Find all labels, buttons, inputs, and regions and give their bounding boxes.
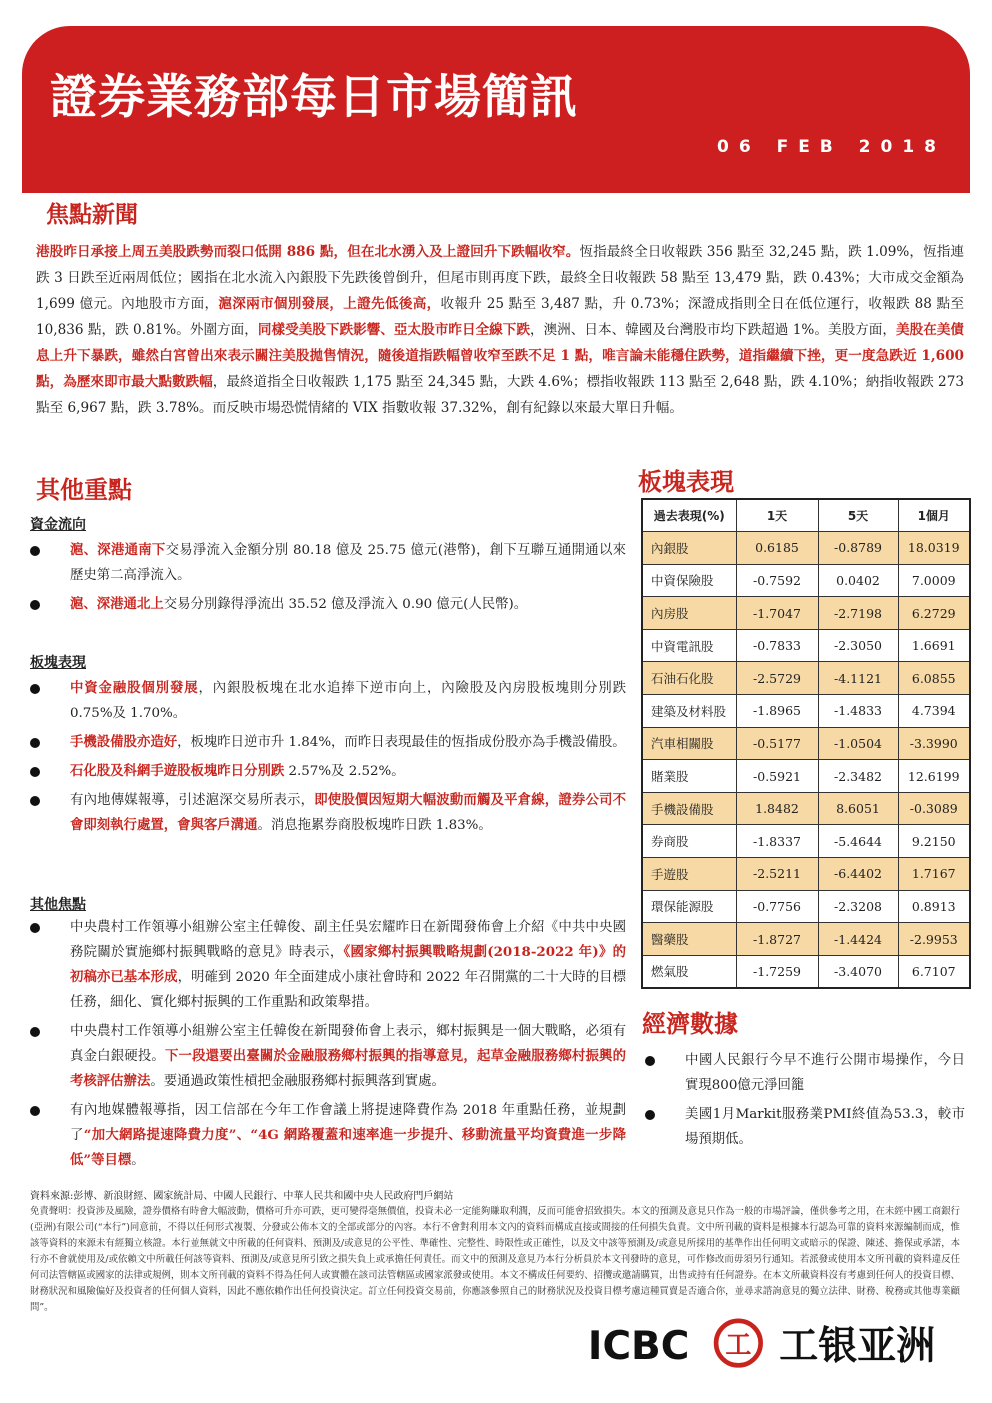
bullet-icon	[30, 546, 40, 556]
source-note: 資料來源:彭博、新浪財經、國家統計局、中國人民銀行、中華人民共和國中央人民政府門戶網站	[30, 1191, 454, 1202]
list-item-text: 中央農村工作領導小組辦公室主任韓俊、副主任吳宏耀昨日在新聞發佈會上介紹《中共中央國務院關於實施鄉村振興戰略的意見》時表示，	[70, 920, 626, 960]
value-1m-cell: 6.0855	[898, 662, 970, 695]
value-1d-cell: 1.8482	[736, 792, 818, 825]
capital-flow-item	[30, 538, 626, 588]
page-title: 證券業務部每日市場簡訊	[50, 70, 578, 125]
value-1m-cell: 6.2729	[898, 597, 970, 630]
sector-name-cell: 建築及材料股	[642, 695, 736, 728]
list-item-text: 交易分別錄得淨流出 35.52 億及淨流入 0.90 億元(人民幣)。	[163, 597, 528, 612]
focus-text-segment: ，澳洲、日本、韓國及台灣股市均下跌超過 1%。美股方面，	[529, 322, 896, 338]
column-header: 1天	[736, 499, 818, 532]
value-5d-cell: 8.6051	[818, 792, 898, 825]
value-5d-cell: -6.4402	[818, 858, 898, 891]
column-header: 5天	[818, 499, 898, 532]
sector-name-cell: 石油石化股	[642, 662, 736, 695]
value-1m-cell: 7.0009	[898, 564, 970, 597]
list-item-text: 美國1月Markit服務業PMI終值為53.3，較市場預期低。	[685, 1107, 965, 1147]
value-1d-cell: -2.5211	[736, 858, 818, 891]
table-row	[642, 727, 970, 760]
table-row	[642, 695, 970, 728]
table-row	[642, 760, 970, 793]
value-1d-cell: -0.7756	[736, 890, 818, 923]
column-header: 1個月	[898, 499, 970, 532]
capital-flow-title: 資金流向	[30, 517, 86, 533]
table-row	[642, 955, 970, 988]
list-item-text: 滬、深港通南下	[70, 542, 166, 558]
value-1d-cell: -0.5921	[736, 760, 818, 793]
icbc-logo	[574, 1318, 964, 1370]
value-5d-cell: -2.7198	[818, 597, 898, 630]
other-heading: 其他重點	[36, 476, 132, 504]
value-5d-cell: -2.3050	[818, 629, 898, 662]
list-item-text: 石化股及科網手遊股板塊昨日分別跌	[70, 763, 285, 779]
focus-text-segment: 恆指最終全日收報跌 356 點至 32,245 點，跌 1.09%，恆指連跌 3 日跌至近兩周低位；國指在北水流入內銀股下先跌後曾倒升，但尾市則再度下跌，最終全日收報跌 58 點至 13,479 點，跌 0.43%；大市成交金額為 1,699 億元。內地股市方面，	[36, 244, 964, 312]
list-item-text: 中央農村工作領導小組辦公室主任韓俊在新聞發佈會上表示，鄉村振興是一個大戰略，必須有真金白銀硬投。	[70, 1024, 626, 1064]
bullet-icon	[30, 767, 40, 777]
focus-heading: 焦點新聞	[46, 202, 138, 228]
bullet-icon	[645, 1110, 655, 1120]
economic-item	[645, 1048, 965, 1098]
list-item-text: 2.57%及 2.52%。	[284, 764, 405, 779]
list-item-text: 滬、深港通北上	[70, 596, 164, 612]
sector-perf-item	[30, 676, 626, 726]
sector-name-cell: 燃氣股	[642, 955, 736, 988]
sector-perf-list	[30, 676, 626, 842]
sector-name-cell: 醫藥股	[642, 923, 736, 956]
value-5d-cell: -1.4424	[818, 923, 898, 956]
capital-flow-item	[30, 592, 626, 617]
focus-text-segment: 港股昨日承接上周五美股跌勢而裂口低開 886 點，但在北水湧入及上證回升下跌幅收窄。	[36, 244, 580, 260]
value-5d-cell: -3.4070	[818, 955, 898, 988]
table-row	[642, 597, 970, 630]
table-row	[642, 532, 970, 565]
list-item-text: 交易淨流入金額分別 80.18 億及 25.75 億元(港幣)，創下互聯互通開通以來歷史第二高淨流入。	[70, 543, 626, 583]
sector-name-cell: 內房股	[642, 597, 736, 630]
list-item-text: 中國人民銀行今早不進行公開市場操作，今日實現800億元淨回籠	[685, 1053, 965, 1093]
economic-list	[645, 1048, 965, 1156]
other-focus-item	[30, 915, 626, 1015]
table-header-row	[642, 499, 970, 532]
bullet-icon	[30, 684, 40, 694]
value-1d-cell: -0.5177	[736, 727, 818, 760]
list-item-text: 手機設備股亦造好	[70, 734, 178, 750]
economic-item	[645, 1102, 965, 1152]
table-row	[642, 662, 970, 695]
value-5d-cell: -1.4833	[818, 695, 898, 728]
bullet-icon	[30, 600, 40, 610]
value-5d-cell: -5.4644	[818, 825, 898, 858]
value-5d-cell: -4.1121	[818, 662, 898, 695]
value-1m-cell: -3.3990	[898, 727, 970, 760]
logo-chinese: 工银亚洲	[779, 1323, 936, 1369]
list-item-text: 。消息拖累券商股板塊昨日跌 1.83%。	[257, 818, 492, 833]
focus-text-segment: 收報升 25 點至 3,487 點，升 0.73%；深證成指則全日在低位運行，收報跌 88 點至 10,836 點，跌 0.81%。外圍方面，	[36, 296, 964, 338]
value-1d-cell: -0.7833	[736, 629, 818, 662]
value-5d-cell: -0.8789	[818, 532, 898, 565]
value-1m-cell: 0.8913	[898, 890, 970, 923]
table-row	[642, 629, 970, 662]
list-item-text: ，明確到 2020 年全面建成小康社會時和 2022 年召開黨的二十大時的目標任務，細化、實化鄉村振興的工作重點和政策舉措。	[70, 970, 626, 1010]
value-1m-cell: -0.3089	[898, 792, 970, 825]
logo-seal: 工	[725, 1330, 752, 1361]
table-row	[642, 564, 970, 597]
value-1m-cell: 18.0319	[898, 532, 970, 565]
value-1m-cell: -2.9953	[898, 923, 970, 956]
other-focus-list	[30, 915, 626, 1177]
sector-name-cell: 汽車相關股	[642, 727, 736, 760]
focus-text-segment: 美股在美債息上升下暴跌，雖然白宮曾出來表示關注美股拋售情況，隨後道指跌幅曾收窄至跌不足 1 點，唯言論未能穩住跌勢，道指繼續下挫，更一度急跌近 1,600 點，為歷來即市最大點數跌幅	[36, 322, 965, 390]
sector-perf-title: 板塊表現	[30, 655, 86, 671]
list-item-text: “加大網路提速降費力度”、“4G 網路覆蓋和速率進一步提升、移動流量平均資費進一步降低”等目標	[70, 1127, 626, 1168]
value-1d-cell: 0.6185	[736, 532, 818, 565]
list-item-text: 有內地傳媒報導，引述滬深交易所表示，	[70, 793, 315, 808]
bullet-icon	[30, 1027, 40, 1037]
value-1d-cell: -0.7592	[736, 564, 818, 597]
economic-heading: 經濟數據	[642, 1010, 738, 1038]
list-item-text: 。要通過政策性槓把金融服務鄉村振興落到實處。	[150, 1074, 445, 1089]
report-date: 06 FEB 2018	[717, 137, 946, 157]
value-1m-cell: 6.7107	[898, 955, 970, 988]
focus-text-segment: ，最終道指全日收報跌 1,175 點至 24,345 點，大跌 4.6%；標指收報跌 113 點至 2,648 點，跌 4.10%；納指收報跌 273 點至 6,967 點，跌 3.78%。而反映市場恐慌情緒的 VIX 指數收報 37.32%，創有紀錄以來最大單日升幅。	[36, 374, 964, 416]
bullet-icon	[645, 1056, 655, 1066]
bullet-icon	[30, 738, 40, 748]
value-1m-cell: 12.6199	[898, 760, 970, 793]
table-row	[642, 890, 970, 923]
focus-text-segment: 同樣受美股下跌影響、亞太股市昨日全線下跌	[257, 322, 530, 338]
table-row	[642, 858, 970, 891]
sector-table-heading: 板塊表現	[638, 468, 734, 496]
column-header: 過去表現(%)	[642, 499, 736, 532]
focus-paragraph	[36, 239, 964, 421]
value-5d-cell: -2.3482	[818, 760, 898, 793]
other-focus-item	[30, 1019, 626, 1094]
value-1d-cell: -1.7047	[736, 597, 818, 630]
value-1m-cell: 1.7167	[898, 858, 970, 891]
capital-flow-list	[30, 538, 626, 621]
table-row	[642, 825, 970, 858]
sector-name-cell: 手遊股	[642, 858, 736, 891]
sector-perf-item	[30, 730, 626, 755]
sector-name-cell: 中資保險股	[642, 564, 736, 597]
sector-performance-table	[641, 498, 971, 989]
bullet-icon	[30, 796, 40, 806]
list-item-text: 有內地媒體報導指，因工信部在今年工作會議上將提速降費作為 2018 年重點任務，並規劃了	[70, 1103, 626, 1143]
list-item-text: 《國家鄉村振興戰略規劃(2018-2022 年)》的初稿亦已基本形成	[70, 944, 627, 985]
value-1d-cell: -1.8965	[736, 695, 818, 728]
list-item-text: 。	[131, 1153, 145, 1168]
sector-perf-item	[30, 759, 626, 784]
disclaimer: 免責聲明：投資涉及風險，證券價格有時會大幅波動，價格可升亦可跌，更可變得毫無價值，投資未必一定能夠賺取利潤，反而可能會招致損失。本文的預測及意見只作為一般的市場評論，僅供參考之用，在未經中國工商銀行(亞洲)有限公司(“本行”)同意前，不得以任何形式複製、分發或公佈本文的全部或部分的內容。本行不會對利用本文內的資料而構成直接或間接的任何損失負責。文中所刊載的資料是根據本行認為可靠的資料來源編制而成，惟該等資料的來源未有經獨立核證。本行並無就文中所載的任何資料、預測及/或意見的公平性、準確性、完整性、時限性或正確性，以及文中該等預測及/或意見所採用的基準作出任何明文或暗示的保證、陳述、擔保或承諾，本行亦不會就使用及/或依賴文中所載任何該等資料、預測及/或意見所引致之損失負上或承擔任何責任。而文中的預測及意見乃本行分析員於本文刊發時的意見，可作修改而毋須另行通知。若派發或使用本文所刊載的資料違反任何司法管轄區或國家的法律或規例，則本文所刊載的資料不得為任何人或實體在該司法管轄區或國家派發或使用。本文不構成任何要約、招攬或邀請購買，出售或持有任何證券。在本文所載資料沒有考慮到任何人的投資目標、財務狀況和風險偏好及投資者的任何個人資料，因此不應依賴作出任何投資決定。訂立任何投資交易前，你應該參照自己的財務狀況及投資目標考慮這種買賣是否適合你，並尋求諮詢意見的獨立法律、財務、稅務或其他專業顧問”。	[30, 1206, 960, 1313]
sector-name-cell: 券商股	[642, 825, 736, 858]
value-5d-cell: -1.0504	[818, 727, 898, 760]
list-item-text: 即使股價因短期大幅波動而觸及平倉線，證券公司不會即刻執行處置，會與客戶溝通	[70, 792, 627, 833]
sector-name-cell: 環保能源股	[642, 890, 736, 923]
table-row	[642, 792, 970, 825]
focus-text-segment: 滬深兩市個別發展，上證先低後高，	[218, 296, 441, 312]
value-1d-cell: -1.8337	[736, 825, 818, 858]
table-row	[642, 923, 970, 956]
bullet-icon	[30, 923, 40, 933]
logo-latin: ICBC	[587, 1323, 690, 1369]
value-5d-cell: -2.3208	[818, 890, 898, 923]
value-1d-cell: -1.7259	[736, 955, 818, 988]
list-item-text: ，板塊昨日逆市升 1.84%，而昨日表現最佳的恆指成份股亦為手機設備股。	[177, 735, 626, 750]
value-5d-cell: 0.0402	[818, 564, 898, 597]
sector-name-cell: 中資電訊股	[642, 629, 736, 662]
sector-name-cell: 賭業股	[642, 760, 736, 793]
value-1m-cell: 1.6691	[898, 629, 970, 662]
list-item-text: 中資金融股個別發展	[70, 680, 199, 696]
other-focus-title: 其他焦點	[30, 897, 86, 913]
value-1d-cell: -2.5729	[736, 662, 818, 695]
list-item-text: ，內銀股板塊在北水追捧下逆市向上，內險股及內房股板塊則分別跌 0.75%及 1.70%。	[70, 681, 627, 721]
value-1d-cell: -1.8727	[736, 923, 818, 956]
sector-perf-item	[30, 788, 626, 838]
value-1m-cell: 9.2150	[898, 825, 970, 858]
other-focus-item	[30, 1098, 626, 1173]
list-item-text: 下一段還要出臺關於金融服務鄉村振興的指導意見，起草金融服務鄉村振興的考核評估辦法	[70, 1048, 627, 1089]
bullet-icon	[30, 1106, 40, 1116]
sector-name-cell: 手機設備股	[642, 792, 736, 825]
sector-name-cell: 內銀股	[642, 532, 736, 565]
value-1m-cell: 4.7394	[898, 695, 970, 728]
